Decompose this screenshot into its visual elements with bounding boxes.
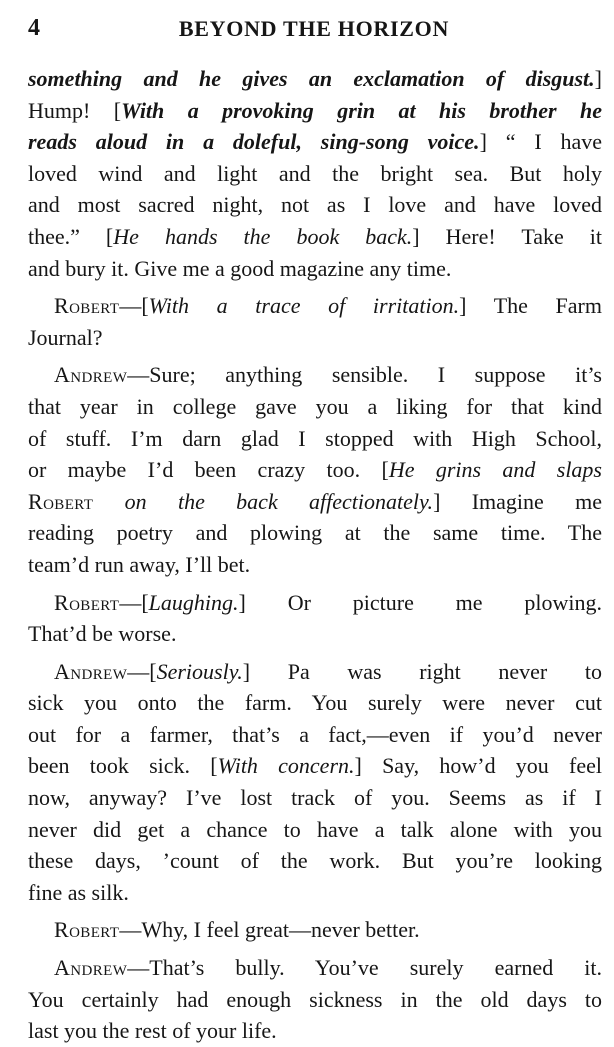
speaker-name: Robert <box>54 589 120 615</box>
page-number: 4 <box>28 15 40 41</box>
running-head: BEYOND THE HORIZON <box>178 16 450 41</box>
text-line <box>28 486 602 518</box>
paragraph <box>28 914 602 946</box>
paragraph <box>28 359 602 580</box>
text-line <box>28 549 602 581</box>
dialogue-text: —That’s bully. You’ve surely earned it. <box>127 955 602 981</box>
text-line <box>28 687 602 719</box>
dialogue-text: these days, ’count of the work. But you’re looking <box>28 848 602 874</box>
text-line <box>28 618 602 650</box>
text-line <box>28 782 602 814</box>
dialogue-text: ] Say, how’d you feel <box>354 753 602 779</box>
dialogue-text: of stuff. I’m darn glad I stopped with High School, <box>28 425 602 451</box>
text-line <box>28 952 602 984</box>
speaker-name: Andrew <box>54 955 128 981</box>
dialogue-text: thee.” [ <box>28 223 114 249</box>
text-line <box>28 63 602 95</box>
dialogue-text: Hump! [ <box>28 97 122 123</box>
dialogue-text: fine as silk. <box>28 879 129 905</box>
dialogue-text: —[ <box>127 658 157 684</box>
dialogue-text: ] Imagine me <box>433 488 602 514</box>
text-line <box>28 454 602 486</box>
paragraph <box>28 656 602 909</box>
text-line <box>28 1015 602 1047</box>
dialogue-text: That’d be worse. <box>28 621 177 647</box>
stage-direction: reads aloud in a doleful, sing-song voice. <box>28 129 480 155</box>
text-line <box>28 95 602 127</box>
dialogue-text: —Sure; anything sensible. I suppose it’s <box>127 362 602 388</box>
stage-direction: Laughing. <box>148 589 239 615</box>
text-line <box>28 750 602 782</box>
dialogue-text: team’d run away, I’ll bet. <box>28 551 251 577</box>
text-line <box>28 423 602 455</box>
text-line <box>28 517 602 549</box>
dialogue-text: ] The Farm <box>459 293 602 319</box>
dialogue-text: ] <box>594 66 602 91</box>
text-line <box>28 845 602 877</box>
dialogue-text: Journal? <box>28 324 103 350</box>
text-line <box>28 189 602 221</box>
speaker-name: Andrew <box>54 362 128 388</box>
speaker-name: Robert <box>54 293 120 319</box>
dialogue-text: last you the rest of your life. <box>28 1018 277 1044</box>
dialogue-text: sick you onto the farm. You surely were never cut <box>28 690 602 716</box>
dialogue-text: and most sacred night, not as I love and have loved <box>28 192 602 218</box>
text-line <box>28 914 602 946</box>
stage-direction: something and he gives an exclamation of disgust. <box>28 66 595 91</box>
speaker-name: Robert <box>28 488 94 514</box>
body-text <box>28 63 602 1047</box>
stage-direction: With concern. <box>217 753 355 779</box>
dialogue-text: now, anyway? I’ve lost track of you. Seems as if I <box>28 785 602 811</box>
text-line <box>28 656 602 688</box>
dialogue-text: —[ <box>119 293 149 319</box>
dialogue-text: never did get a chance to have a talk alone with you <box>28 816 602 842</box>
stage-direction: With a trace of irritation. <box>148 293 460 319</box>
text-line <box>28 359 602 391</box>
dialogue-text: —Why, I feel great—never better. <box>119 917 420 943</box>
dialogue-text: —[ <box>119 589 149 615</box>
stage-direction: He hands the book back. <box>113 223 413 249</box>
paragraph <box>28 952 602 1047</box>
dialogue-text: ] Here! Take it <box>412 223 603 249</box>
text-line <box>28 587 602 619</box>
stage-direction: on the back affectionately. <box>93 488 434 514</box>
page-header <box>28 8 600 46</box>
dialogue-text: been took sick. [ <box>28 753 218 779</box>
speaker-name: Robert <box>54 917 120 943</box>
text-line <box>28 322 602 354</box>
dialogue-text: or maybe I’d been crazy too. [ <box>28 457 389 483</box>
stage-direction: He grins and slaps <box>388 457 602 483</box>
text-line <box>28 290 602 322</box>
paragraph <box>28 290 602 353</box>
text-line <box>28 984 602 1016</box>
text-line <box>28 814 602 846</box>
dialogue-text: reading poetry and plowing at the same time. The <box>28 520 602 546</box>
paragraph <box>28 587 602 650</box>
dialogue-text: ] “ I have <box>479 129 602 155</box>
dialogue-text: that year in college gave you a liking for that kind <box>28 393 602 419</box>
text-line <box>28 719 602 751</box>
text-line <box>28 391 602 423</box>
text-line <box>28 253 602 285</box>
dialogue-text: You certainly had enough sickness in the old days to <box>28 986 602 1012</box>
dialogue-text: loved wind and light and the bright sea. But holy <box>28 160 602 186</box>
text-line <box>28 158 602 190</box>
text-line <box>28 221 602 253</box>
speaker-name: Andrew <box>54 658 128 684</box>
dialogue-text: ] Or picture me plowing. <box>238 589 602 615</box>
stage-direction: With a provoking grin at his brother he <box>121 97 603 123</box>
dialogue-text: out for a farmer, that’s a fact,—even if you’d never <box>28 721 602 747</box>
stage-direction: Seriously. <box>156 658 243 684</box>
text-line <box>28 877 602 909</box>
dialogue-text: ] Pa was right never to <box>242 658 602 684</box>
paragraph <box>28 63 602 284</box>
text-line <box>28 126 602 158</box>
dialogue-text: and bury it. Give me a good magazine any time. <box>28 255 452 281</box>
